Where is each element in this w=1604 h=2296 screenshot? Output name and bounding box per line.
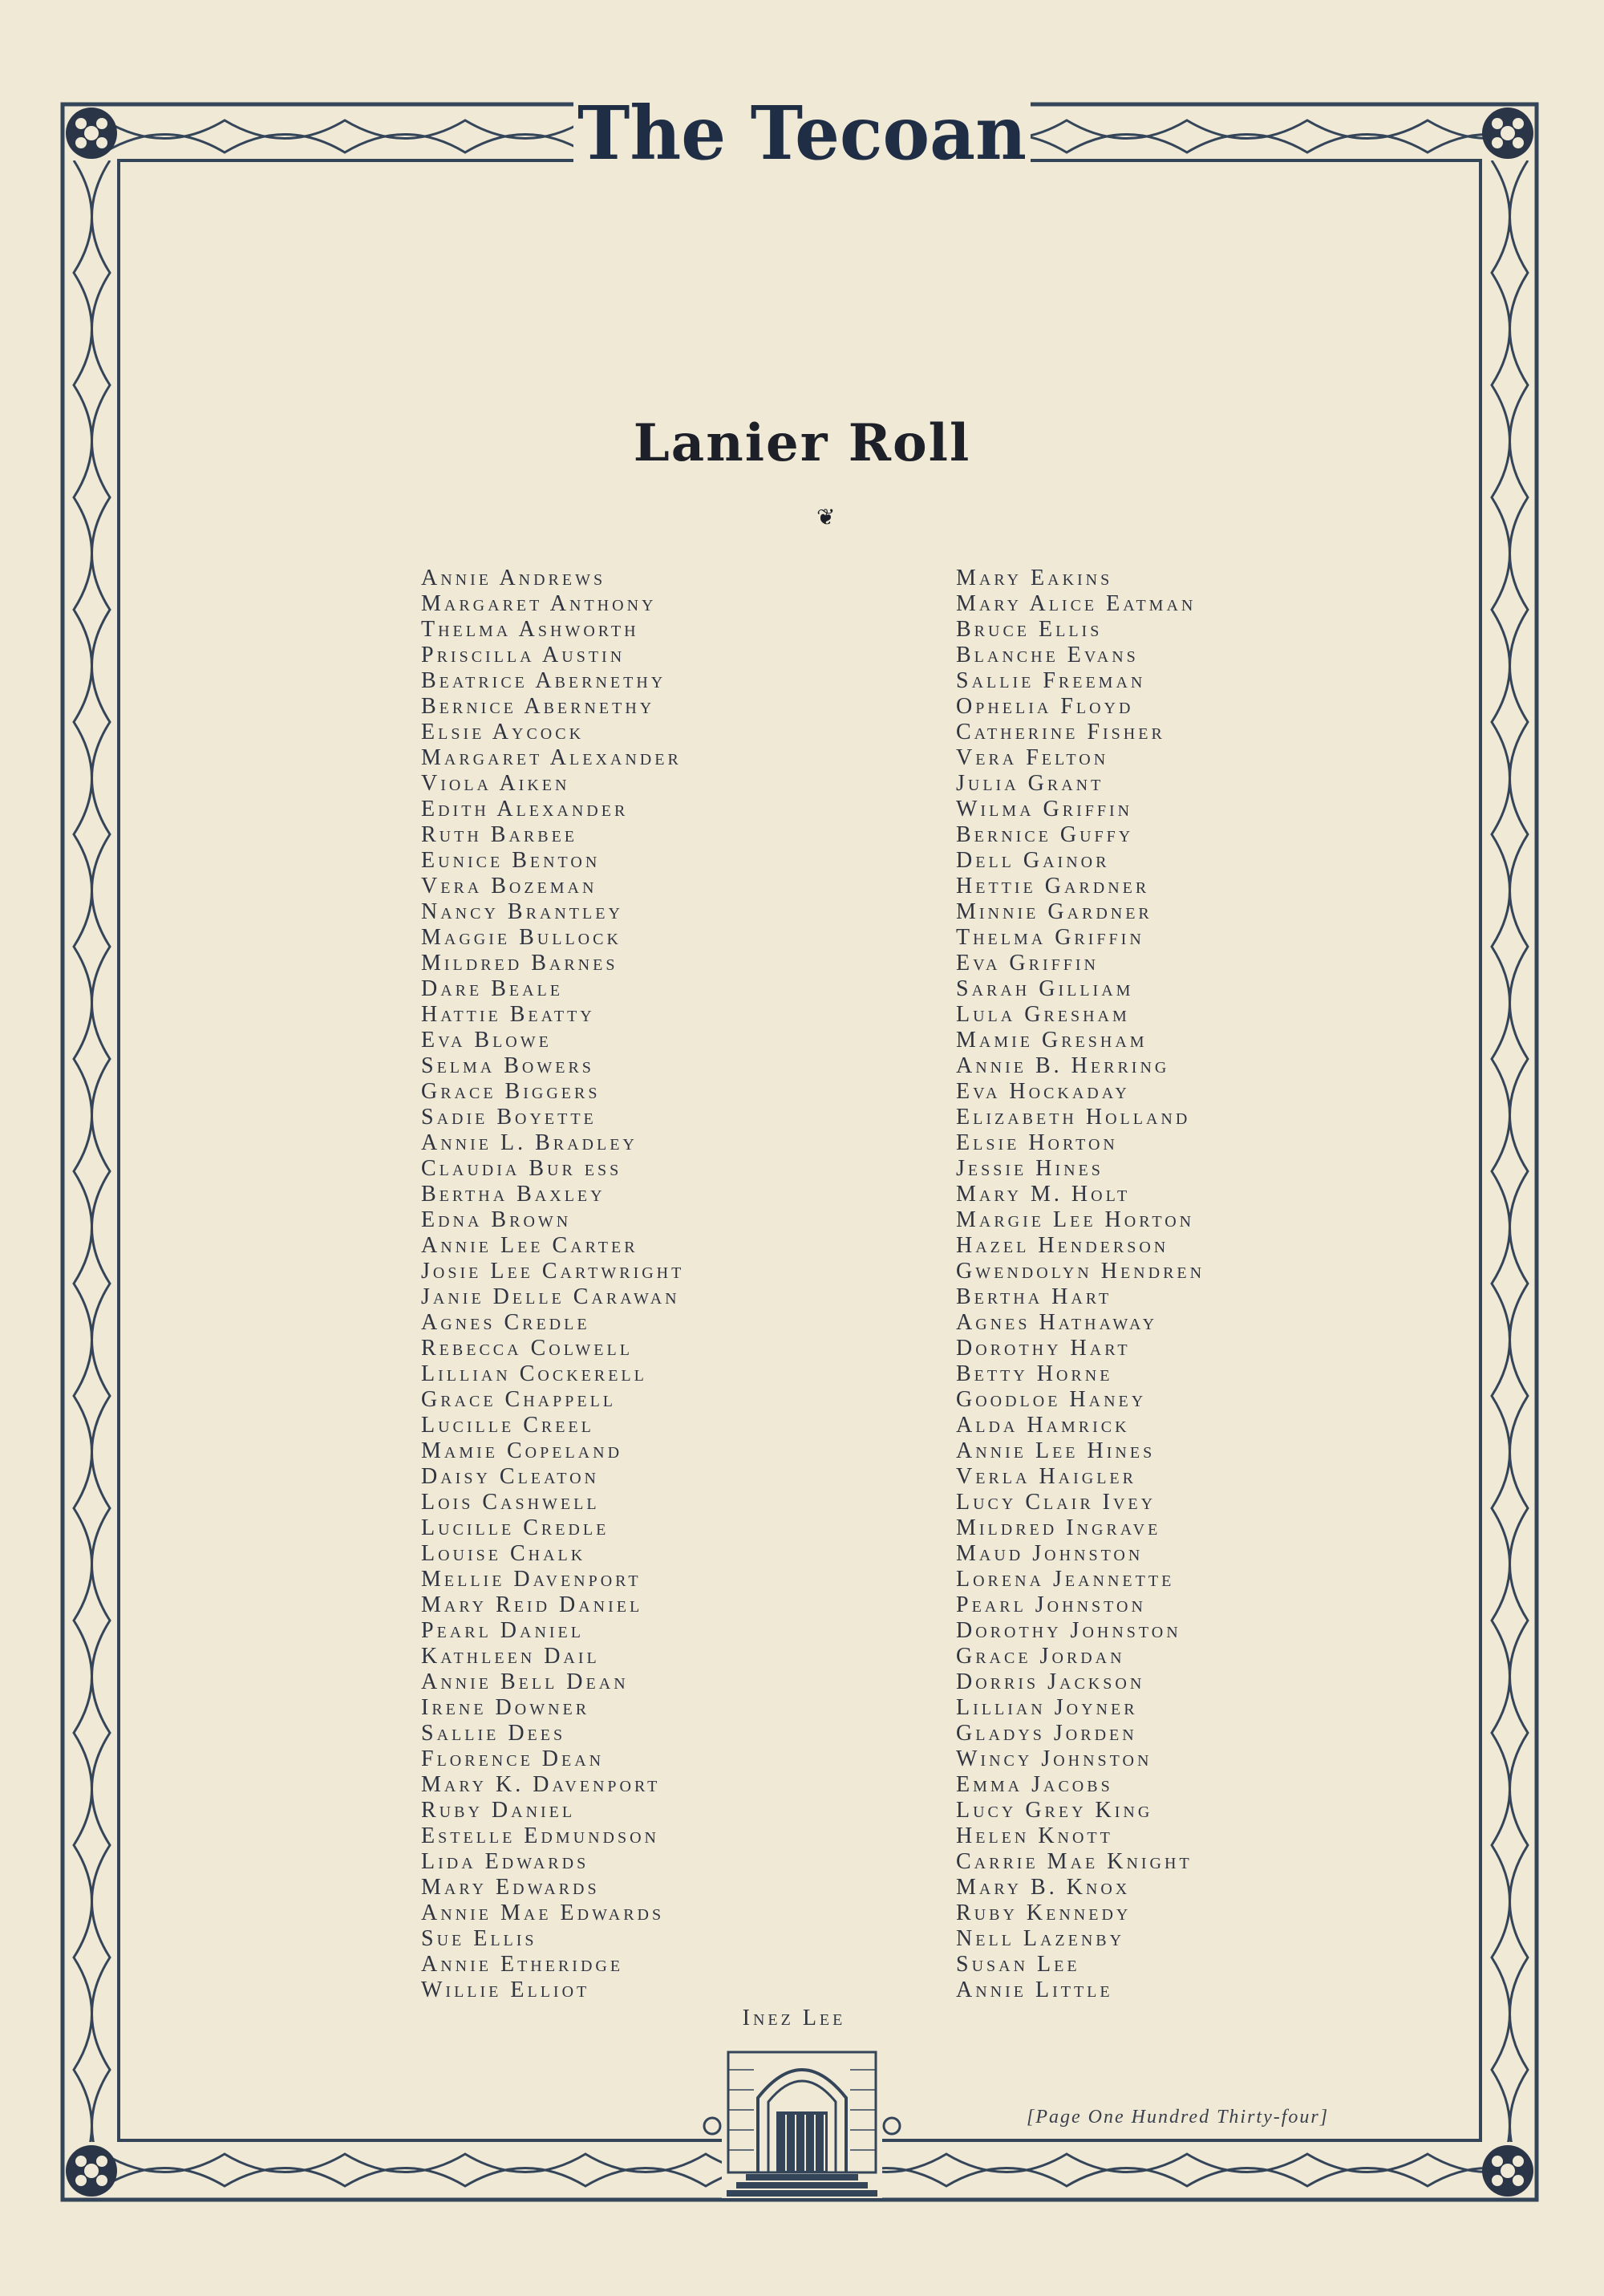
name-entry: Irene Downer: [421, 1695, 590, 1720]
name-entry: Dorothy Johnston: [956, 1618, 1181, 1643]
name-entry: Kathleen Dail: [421, 1644, 600, 1669]
name-entry: Claudia Bur ess: [421, 1156, 622, 1181]
name-entry: Gwendolyn Hendren: [956, 1259, 1205, 1284]
name-entry: Susan Lee: [956, 1952, 1080, 1977]
name-entry: Hazel Henderson: [956, 1233, 1169, 1258]
name-entry: Bertha Baxley: [421, 1182, 606, 1207]
name-entry: Mary Eakins: [956, 566, 1113, 590]
name-entry: Lois Cashwell: [421, 1490, 600, 1515]
name-entry: Dell Gainor: [956, 848, 1110, 873]
name-entry: Estelle Edmundson: [421, 1823, 659, 1848]
name-entry: Bruce Ellis: [956, 617, 1103, 642]
name-entry: Annie Lee Hines: [956, 1438, 1156, 1463]
name-entry: Mary Reid Daniel: [421, 1592, 643, 1617]
name-entry: Mamie Gresham: [956, 1028, 1148, 1053]
name-entry: Agnes Credle: [421, 1310, 590, 1335]
name-entry: Wincy Johnston: [956, 1746, 1152, 1771]
name-entry: Hettie Gardner: [956, 874, 1150, 899]
name-entry: Thelma Griffin: [956, 925, 1144, 950]
name-entry: Carrie Mae Knight: [956, 1849, 1193, 1874]
name-entry: Maggie Bullock: [421, 925, 622, 950]
name-entry: Lucy Grey King: [956, 1798, 1153, 1823]
name-entry: Mary M. Holt: [956, 1182, 1131, 1207]
page-title: Lanier Roll: [633, 413, 971, 473]
name-entry: Dorris Jackson: [956, 1669, 1145, 1694]
name-entry: Julia Grant: [956, 771, 1104, 796]
name-entry: Minnie Gardner: [956, 899, 1152, 924]
name-entry: Lida Edwards: [421, 1849, 589, 1874]
name-entry: Selma Bowers: [421, 1053, 594, 1078]
name-entry: Willie Elliot: [421, 1978, 590, 2002]
name-entry: Wilma Griffin: [956, 797, 1133, 821]
name-entry: Agnes Hathaway: [956, 1310, 1158, 1335]
name-entry: Bernice Abernethy: [421, 694, 655, 719]
name-entry: Elsie Aycock: [421, 720, 585, 744]
name-entry: Sarah Gilliam: [956, 976, 1134, 1001]
name-entry: Annie Mae Edwards: [421, 1900, 665, 1925]
name-entry: Jessie Hines: [956, 1156, 1104, 1181]
name-entry: Sadie Boyette: [421, 1105, 597, 1130]
name-entry: Ruby Daniel: [421, 1798, 576, 1823]
name-entry: Vera Bozeman: [421, 874, 597, 899]
masthead: The Tecoan: [577, 90, 1027, 176]
fleuron-icon: ❦: [816, 505, 836, 530]
page-folio: [Page One Hundred Thirty-four]: [1027, 2107, 1330, 2128]
name-entry: Alda Hamrick: [956, 1413, 1130, 1438]
name-entry: Mary Edwards: [421, 1875, 600, 1900]
name-entry: Mary Alice Eatman: [956, 591, 1197, 616]
name-entry: Lucy Clair Ivey: [956, 1490, 1156, 1515]
name-entry: Josie Lee Cartwright: [421, 1259, 685, 1284]
name-entry: Eva Hockaday: [956, 1079, 1130, 1104]
name-entry: Mary B. Knox: [956, 1875, 1131, 1900]
name-entry: Bernice Guffy: [956, 822, 1134, 847]
name-entry: Annie Andrews: [421, 566, 606, 590]
final-name-entry: Inez Lee: [742, 2006, 846, 2030]
name-entry: Sue Ellis: [421, 1926, 537, 1951]
name-entry: Lucille Creel: [421, 1413, 594, 1438]
name-entry: Betty Horne: [956, 1361, 1113, 1386]
name-entry: Verla Haigler: [956, 1464, 1136, 1489]
name-entry: Elsie Horton: [956, 1130, 1118, 1155]
name-entry: Lucille Credle: [421, 1515, 610, 1540]
name-entry: Emma Jacobs: [956, 1772, 1113, 1797]
name-list-right: [956, 566, 1205, 2003]
name-entry: Lillian Joyner: [956, 1695, 1138, 1720]
name-entry: Goodloe Haney: [956, 1387, 1147, 1412]
name-entry: Edith Alexander: [421, 797, 629, 821]
name-entry: Mildred Barnes: [421, 951, 618, 976]
name-entry: Eva Griffin: [956, 951, 1099, 976]
doorway-icon: [704, 2046, 900, 2198]
name-entry: Ophelia Floyd: [956, 694, 1134, 719]
name-entry: Annie Lee Carter: [421, 1233, 638, 1258]
name-entry: Margie Lee Horton: [956, 1207, 1195, 1232]
name-entry: Priscilla Austin: [421, 643, 626, 667]
name-entry: Elizabeth Holland: [956, 1105, 1191, 1130]
name-entry: Mary K. Davenport: [421, 1772, 661, 1797]
name-entry: Lillian Cockerell: [421, 1361, 647, 1386]
name-entry: Blanche Evans: [956, 643, 1139, 667]
name-entry: Lorena Jeannette: [956, 1567, 1175, 1592]
name-entry: Rebecca Colwell: [421, 1336, 633, 1361]
name-entry: Annie Bell Dean: [421, 1669, 629, 1694]
name-entry: Bertha Hart: [956, 1284, 1112, 1309]
name-entry: Daisy Cleaton: [421, 1464, 599, 1489]
name-entry: Maud Johnston: [956, 1541, 1144, 1566]
name-entry: Margaret Anthony: [421, 591, 657, 616]
name-entry: Eva Blowe: [421, 1028, 552, 1053]
name-entry: Grace Jordan: [956, 1644, 1125, 1669]
name-entry: Thelma Ashworth: [421, 617, 639, 642]
name-entry: Grace Biggers: [421, 1079, 601, 1104]
name-entry: Vera Felton: [956, 745, 1109, 770]
name-entry: Dare Beale: [421, 976, 563, 1001]
name-entry: Mamie Copeland: [421, 1438, 623, 1463]
name-entry: Nell Lazenby: [956, 1926, 1125, 1951]
name-entry: Florence Dean: [421, 1746, 605, 1771]
name-entry: Margaret Alexander: [421, 745, 682, 770]
name-entry: Grace Chappell: [421, 1387, 617, 1412]
name-entry: Pearl Daniel: [421, 1618, 584, 1643]
name-entry: Mellie Davenport: [421, 1567, 642, 1592]
name-entry: Catherine Fisher: [956, 720, 1165, 744]
name-entry: Beatrice Abernethy: [421, 668, 666, 693]
name-entry: Janie Delle Carawan: [421, 1284, 680, 1309]
name-entry: Annie Little: [956, 1978, 1113, 2002]
name-entry: Annie L. Bradley: [421, 1130, 638, 1155]
name-list-left: [421, 566, 684, 2003]
name-entry: Edna Brown: [421, 1207, 572, 1232]
name-entry: Hattie Beatty: [421, 1002, 595, 1027]
name-entry: Pearl Johnston: [956, 1592, 1146, 1617]
name-entry: Sallie Dees: [421, 1721, 566, 1746]
name-entry: Lula Gresham: [956, 1002, 1130, 1027]
name-entry: Gladys Jorden: [956, 1721, 1137, 1746]
name-entry: Eunice Benton: [421, 848, 601, 873]
name-entry: Viola Aiken: [421, 771, 570, 796]
name-entry: Louise Chalk: [421, 1541, 586, 1566]
name-entry: Mildred Ingrave: [956, 1515, 1161, 1540]
name-entry: Annie B. Herring: [956, 1053, 1170, 1078]
name-entry: Ruth Barbee: [421, 822, 578, 847]
name-entry: Sallie Freeman: [956, 668, 1146, 693]
name-entry: Nancy Brantley: [421, 899, 623, 924]
name-entry: Ruby Kennedy: [956, 1900, 1132, 1925]
name-entry: Helen Knott: [956, 1823, 1113, 1848]
name-entry: Annie Etheridge: [421, 1952, 624, 1977]
name-entry: Dorothy Hart: [956, 1336, 1131, 1361]
